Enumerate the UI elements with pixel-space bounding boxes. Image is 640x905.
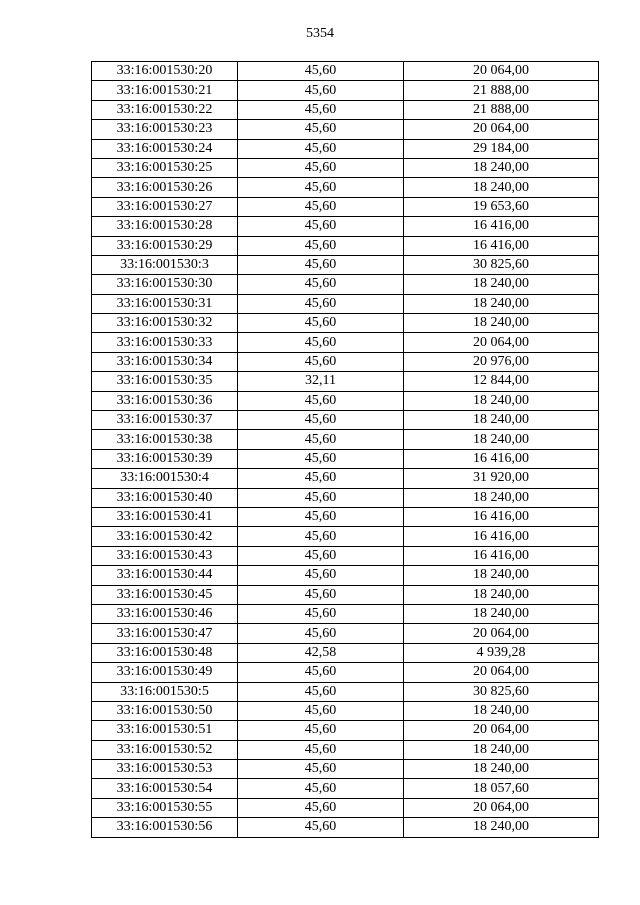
- area-cell: 45,60: [238, 507, 404, 526]
- table-row: [92, 62, 599, 81]
- cadastral-number-cell: 33:16:001530:34: [92, 352, 238, 371]
- cadastral-number-cell: 33:16:001530:31: [92, 294, 238, 313]
- value-cell: 18 240,00: [404, 740, 599, 759]
- table-row: [92, 643, 599, 662]
- value-cell: 16 416,00: [404, 217, 599, 236]
- value-cell: 18 240,00: [404, 488, 599, 507]
- cadastral-number-cell: 33:16:001530:53: [92, 760, 238, 779]
- table-row: [92, 624, 599, 643]
- value-cell: 16 416,00: [404, 507, 599, 526]
- cadastral-number-cell: 33:16:001530:46: [92, 604, 238, 623]
- value-cell: 20 064,00: [404, 721, 599, 740]
- area-cell: 45,60: [238, 527, 404, 546]
- area-cell: 45,60: [238, 740, 404, 759]
- area-cell: 45,60: [238, 798, 404, 817]
- value-cell: 21 888,00: [404, 100, 599, 119]
- value-cell: 31 920,00: [404, 469, 599, 488]
- value-cell: 18 240,00: [404, 604, 599, 623]
- table-row: [92, 721, 599, 740]
- value-cell: 20 064,00: [404, 663, 599, 682]
- cadastral-number-cell: 33:16:001530:3: [92, 255, 238, 274]
- area-cell: 45,60: [238, 760, 404, 779]
- table-row: [92, 449, 599, 468]
- table-body: [92, 62, 599, 838]
- area-cell: 45,60: [238, 566, 404, 585]
- area-cell: 45,60: [238, 779, 404, 798]
- cadastral-number-cell: 33:16:001530:26: [92, 178, 238, 197]
- area-cell: 32,11: [238, 372, 404, 391]
- area-cell: 45,60: [238, 62, 404, 81]
- value-cell: 18 240,00: [404, 566, 599, 585]
- table-row: [92, 275, 599, 294]
- area-cell: 45,60: [238, 158, 404, 177]
- cadastral-number-cell: 33:16:001530:33: [92, 333, 238, 352]
- area-cell: 45,60: [238, 197, 404, 216]
- value-cell: 4 939,28: [404, 643, 599, 662]
- value-cell: 16 416,00: [404, 236, 599, 255]
- value-cell: 20 064,00: [404, 120, 599, 139]
- cadastral-number-cell: 33:16:001530:37: [92, 411, 238, 430]
- table-row: [92, 120, 599, 139]
- cadastral-number-cell: 33:16:001530:36: [92, 391, 238, 410]
- cadastral-number-cell: 33:16:001530:28: [92, 217, 238, 236]
- area-cell: 45,60: [238, 139, 404, 158]
- cadastral-number-cell: 33:16:001530:44: [92, 566, 238, 585]
- cadastral-number-cell: 33:16:001530:45: [92, 585, 238, 604]
- area-cell: 45,60: [238, 488, 404, 507]
- cadastral-number-cell: 33:16:001530:52: [92, 740, 238, 759]
- table-row: [92, 294, 599, 313]
- table-row: [92, 197, 599, 216]
- table-row: [92, 352, 599, 371]
- value-cell: 18 240,00: [404, 430, 599, 449]
- table-row: [92, 604, 599, 623]
- cadastral-number-cell: 33:16:001530:56: [92, 818, 238, 837]
- table-row: [92, 333, 599, 352]
- cadastral-number-cell: 33:16:001530:55: [92, 798, 238, 817]
- cadastral-number-cell: 33:16:001530:22: [92, 100, 238, 119]
- table-row: [92, 740, 599, 759]
- area-cell: 45,60: [238, 701, 404, 720]
- table-row: [92, 430, 599, 449]
- table-row: [92, 566, 599, 585]
- value-cell: 20 976,00: [404, 352, 599, 371]
- value-cell: 12 844,00: [404, 372, 599, 391]
- cadastral-number-cell: 33:16:001530:43: [92, 546, 238, 565]
- area-cell: 45,60: [238, 294, 404, 313]
- area-cell: 45,60: [238, 391, 404, 410]
- cadastral-number-cell: 33:16:001530:35: [92, 372, 238, 391]
- cadastral-number-cell: 33:16:001530:29: [92, 236, 238, 255]
- cadastral-number-cell: 33:16:001530:32: [92, 314, 238, 333]
- cadastral-number-cell: 33:16:001530:5: [92, 682, 238, 701]
- cadastral-number-cell: 33:16:001530:47: [92, 624, 238, 643]
- table-row: [92, 158, 599, 177]
- area-cell: 45,60: [238, 411, 404, 430]
- table-row: [92, 236, 599, 255]
- cadastral-number-cell: 33:16:001530:30: [92, 275, 238, 294]
- cadastral-number-cell: 33:16:001530:51: [92, 721, 238, 740]
- value-cell: 18 240,00: [404, 294, 599, 313]
- area-cell: 45,60: [238, 624, 404, 643]
- value-cell: 16 416,00: [404, 527, 599, 546]
- table-row: [92, 779, 599, 798]
- value-cell: 19 653,60: [404, 197, 599, 216]
- table-row: [92, 527, 599, 546]
- cadastral-number-cell: 33:16:001530:20: [92, 62, 238, 81]
- cadastral-number-cell: 33:16:001530:54: [92, 779, 238, 798]
- area-cell: 45,60: [238, 449, 404, 468]
- table-row: [92, 469, 599, 488]
- table-row: [92, 585, 599, 604]
- value-cell: 21 888,00: [404, 81, 599, 100]
- table-row: [92, 488, 599, 507]
- area-cell: 42,58: [238, 643, 404, 662]
- cadastral-number-cell: 33:16:001530:38: [92, 430, 238, 449]
- cadastral-number-cell: 33:16:001530:24: [92, 139, 238, 158]
- value-cell: 18 240,00: [404, 818, 599, 837]
- value-cell: 18 240,00: [404, 701, 599, 720]
- cadastral-number-cell: 33:16:001530:48: [92, 643, 238, 662]
- cadastral-number-cell: 33:16:001530:41: [92, 507, 238, 526]
- area-cell: 45,60: [238, 236, 404, 255]
- table-row: [92, 372, 599, 391]
- table-row: [92, 546, 599, 565]
- value-cell: 20 064,00: [404, 333, 599, 352]
- cadastral-number-cell: 33:16:001530:23: [92, 120, 238, 139]
- table-row: [92, 217, 599, 236]
- table-row: [92, 100, 599, 119]
- value-cell: 20 064,00: [404, 62, 599, 81]
- cadastral-number-cell: 33:16:001530:27: [92, 197, 238, 216]
- value-cell: 18 240,00: [404, 158, 599, 177]
- area-cell: 45,60: [238, 663, 404, 682]
- area-cell: 45,60: [238, 178, 404, 197]
- area-cell: 45,60: [238, 275, 404, 294]
- area-cell: 45,60: [238, 217, 404, 236]
- area-cell: 45,60: [238, 604, 404, 623]
- area-cell: 45,60: [238, 585, 404, 604]
- value-cell: 18 240,00: [404, 314, 599, 333]
- table-row: [92, 818, 599, 837]
- cadastral-number-cell: 33:16:001530:25: [92, 158, 238, 177]
- table-row: [92, 139, 599, 158]
- cadastral-number-cell: 33:16:001530:40: [92, 488, 238, 507]
- value-cell: 29 184,00: [404, 139, 599, 158]
- page-number: 5354: [306, 26, 334, 41]
- value-cell: 18 240,00: [404, 585, 599, 604]
- area-cell: 45,60: [238, 546, 404, 565]
- cadastral-number-cell: 33:16:001530:4: [92, 469, 238, 488]
- value-cell: 18 057,60: [404, 779, 599, 798]
- value-cell: 20 064,00: [404, 624, 599, 643]
- area-cell: 45,60: [238, 352, 404, 371]
- area-cell: 45,60: [238, 682, 404, 701]
- value-cell: 18 240,00: [404, 275, 599, 294]
- area-cell: 45,60: [238, 314, 404, 333]
- area-cell: 45,60: [238, 721, 404, 740]
- cadastral-table: [91, 61, 599, 838]
- table-row: [92, 255, 599, 274]
- table-row: [92, 798, 599, 817]
- area-cell: 45,60: [238, 333, 404, 352]
- area-cell: 45,60: [238, 818, 404, 837]
- table-row: [92, 507, 599, 526]
- value-cell: 18 240,00: [404, 391, 599, 410]
- area-cell: 45,60: [238, 100, 404, 119]
- cadastral-number-cell: 33:16:001530:39: [92, 449, 238, 468]
- value-cell: 18 240,00: [404, 178, 599, 197]
- table-row: [92, 411, 599, 430]
- table-row: [92, 701, 599, 720]
- table-row: [92, 682, 599, 701]
- cadastral-number-cell: 33:16:001530:42: [92, 527, 238, 546]
- table-row: [92, 663, 599, 682]
- table-row: [92, 760, 599, 779]
- area-cell: 45,60: [238, 430, 404, 449]
- cadastral-number-cell: 33:16:001530:49: [92, 663, 238, 682]
- value-cell: 30 825,60: [404, 682, 599, 701]
- value-cell: 30 825,60: [404, 255, 599, 274]
- table-row: [92, 314, 599, 333]
- area-cell: 45,60: [238, 255, 404, 274]
- area-cell: 45,60: [238, 120, 404, 139]
- value-cell: 18 240,00: [404, 411, 599, 430]
- value-cell: 18 240,00: [404, 760, 599, 779]
- cadastral-number-cell: 33:16:001530:50: [92, 701, 238, 720]
- value-cell: 16 416,00: [404, 546, 599, 565]
- value-cell: 16 416,00: [404, 449, 599, 468]
- area-cell: 45,60: [238, 469, 404, 488]
- table-row: [92, 178, 599, 197]
- area-cell: 45,60: [238, 81, 404, 100]
- cadastral-number-cell: 33:16:001530:21: [92, 81, 238, 100]
- table-row: [92, 391, 599, 410]
- value-cell: 20 064,00: [404, 798, 599, 817]
- table-row: [92, 81, 599, 100]
